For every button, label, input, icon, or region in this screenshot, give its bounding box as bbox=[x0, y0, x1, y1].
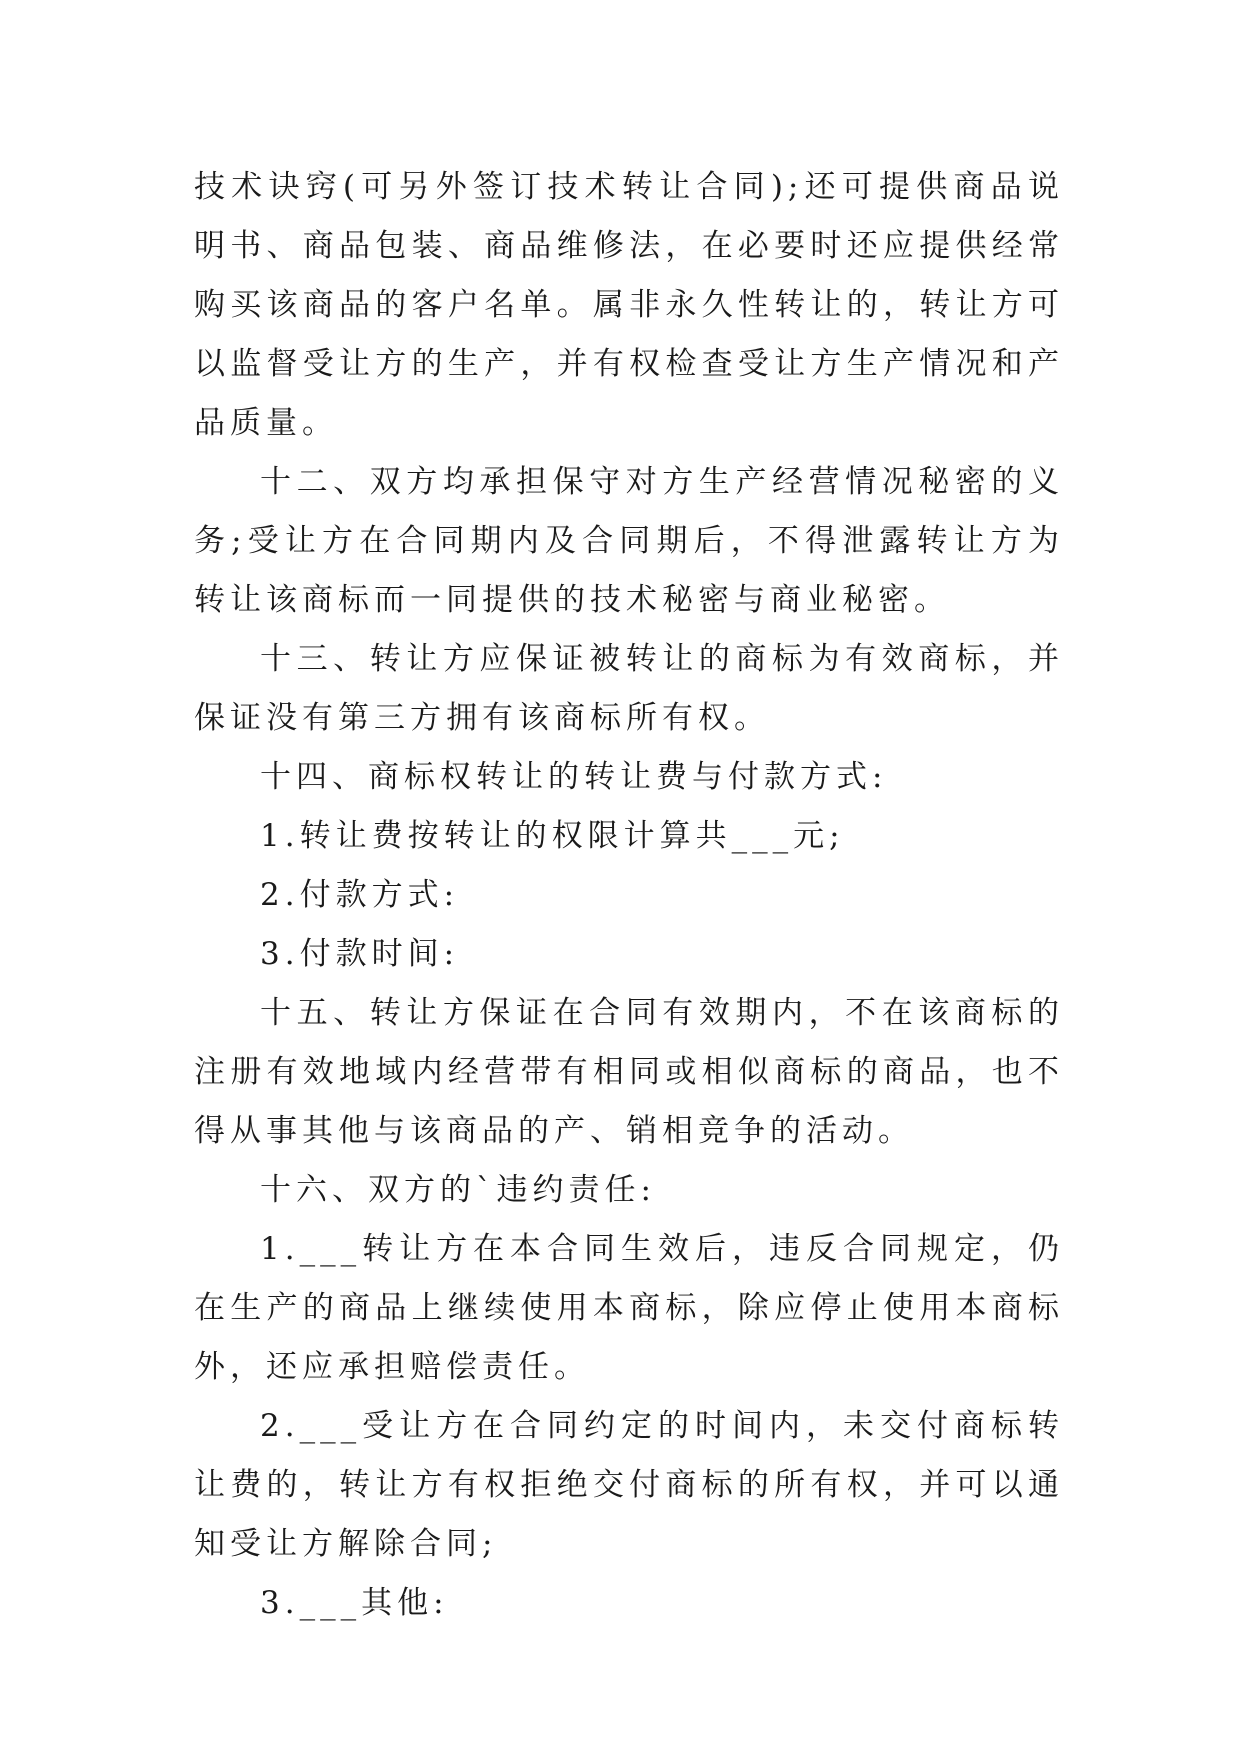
paragraph-clause-13: 十三、转让方应保证被转让的商标为有效商标，并保证没有第三方拥有该商标所有权。 bbox=[194, 641, 1064, 736]
paragraph-clause-14: 十四、商标权转让的转让费与付款方式: bbox=[260, 759, 888, 795]
document-body bbox=[194, 158, 1064, 1633]
paragraph-clause-16-item-3: 3.___其他: bbox=[260, 1585, 449, 1621]
paragraph-clause-14-item-1: 1.转让费按转让的权限计算共___元; bbox=[260, 818, 845, 854]
paragraph-clause-14-item-3: 3.付款时间: bbox=[260, 936, 460, 972]
paragraph-clause-16-item-2: 2.___受让方在合同约定的时间内，未交付商标转让费的，转让方有权拒绝交付商标的所有权，并可以通知受让方解除合同; bbox=[194, 1408, 1064, 1562]
paragraph-clause-15: 十五、转让方保证在合同有效期内，不在该商标的注册有效地域内经营带有相同或相似商标的商品，也不得从事其他与该商品的产、销相竞争的活动。 bbox=[194, 995, 1064, 1149]
paragraph-clause-16-item-1: 1.___转让方在本合同生效后，违反合同规定，仍在生产的商品上继续使用本商标，除应停止使用本商标外，还应承担赔偿责任。 bbox=[194, 1231, 1064, 1385]
paragraph-clause-16: 十六、双方的`违约责任: bbox=[260, 1172, 656, 1208]
paragraph-clause-14-item-2: 2.付款方式: bbox=[260, 877, 460, 913]
paragraph-clause-12: 十二、双方均承担保守对方生产经营情况秘密的义务;受让方在合同期内及合同期后，不得泄露转让方为转让该商标而一同提供的技术秘密与商业秘密。 bbox=[194, 464, 1064, 618]
paragraph-continuation: 技术诀窍(可另外签订技术转让合同);还可提供商品说明书、商品包装、商品维修法，在必要时还应提供经常购买该商品的客户名单。属非永久性转让的，转让方可以监督受让方的生产，并有权检查受让方生产情况和产品质量。 bbox=[194, 169, 1064, 441]
